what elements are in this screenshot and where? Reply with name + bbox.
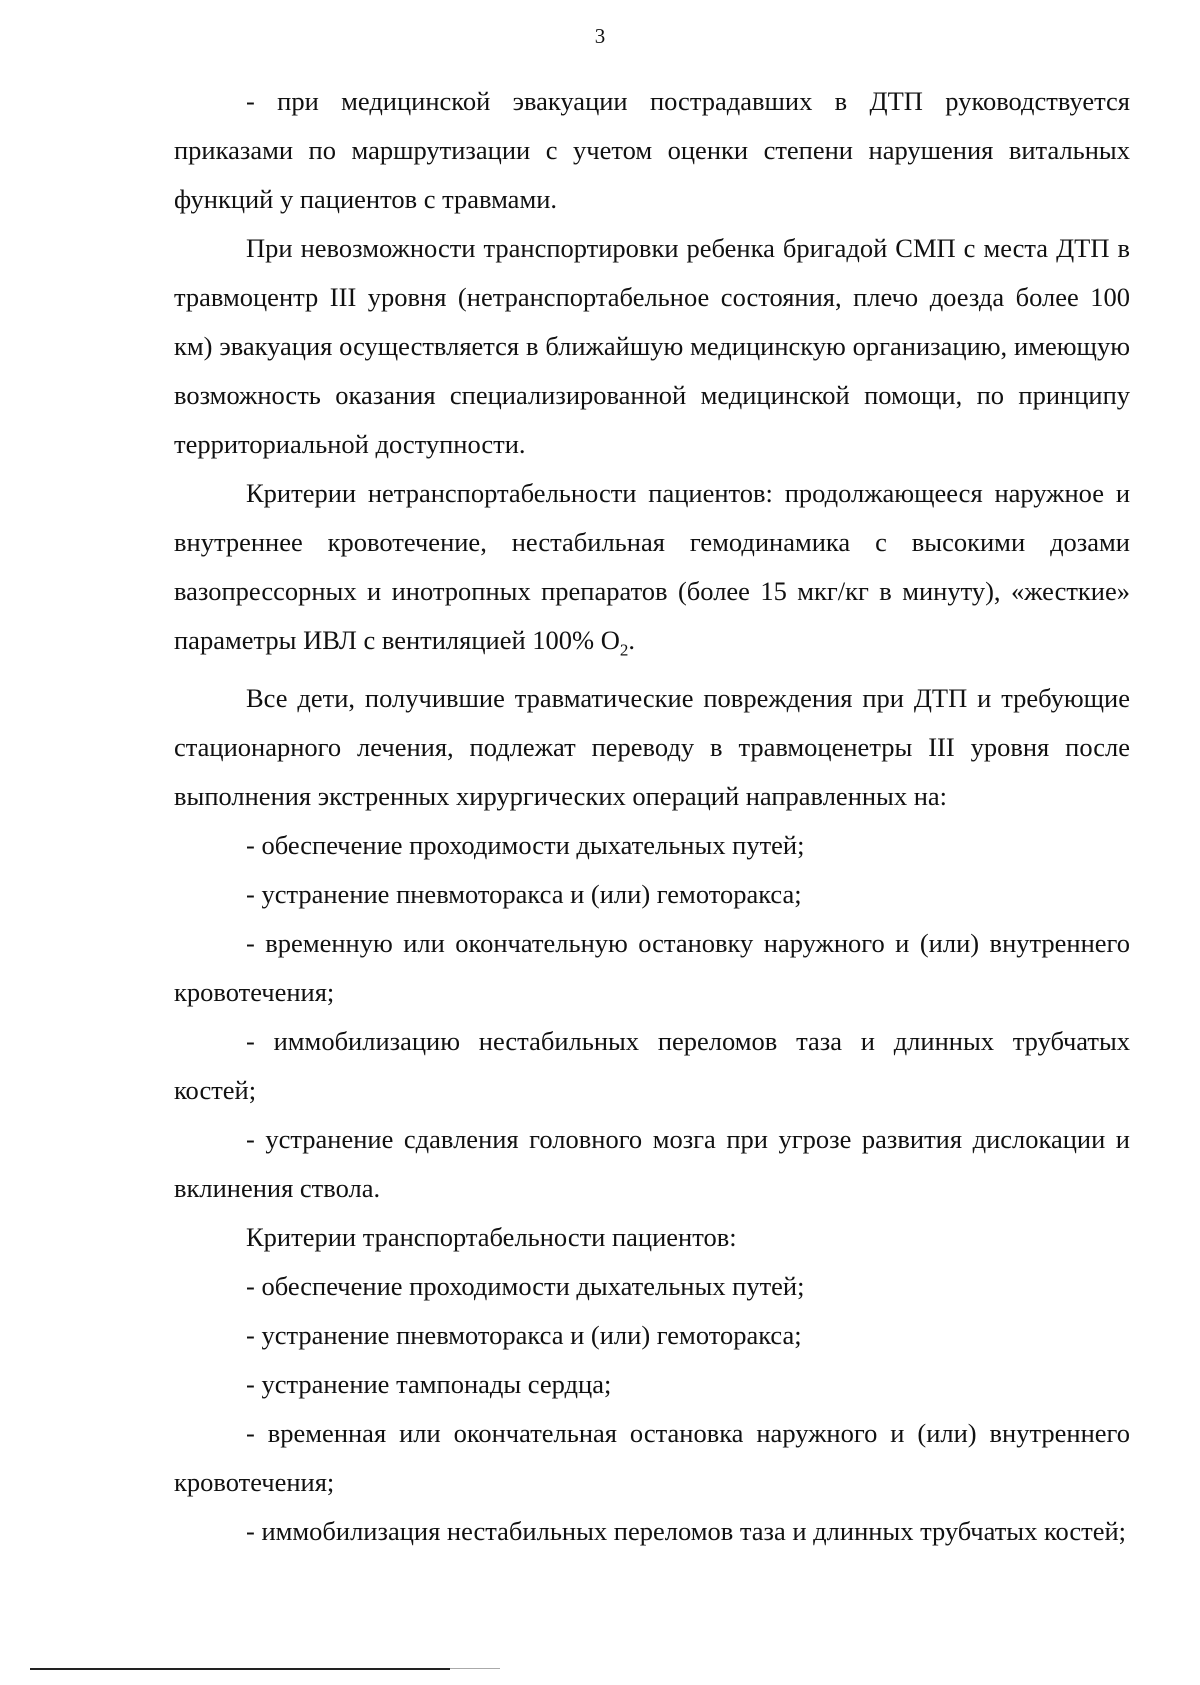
list-item-pneumothorax-2: - устранение пневмоторакса и (или) гемоторакса; (246, 1320, 802, 1351)
footer-rule-faint (450, 1668, 500, 1669)
list-item-airway: - обеспечение проходимости дыхательных путей; (246, 830, 805, 861)
paragraph-transport-impossible: При невозможности транспортировки ребенка бригадой СМП с места ДТП в травмоцентр III уровня (нетранспортабельное состояния, плечо доезда более 100 км) эвакуация осуществляется в ближайшую медицинскую организацию, имеющую возможность оказания специализированной медицинской помощи, по принципу территориальной доступности. (174, 233, 1130, 459)
paragraph-non-transportability-criteria: Критерии нетранспортабельности пациентов: продолжающееся наружное и внутреннее кровотечение, нестабильная гемодинамика с высокими дозами вазопрессорных и инотропных препаратов (более 15 мкг/кг в минуту), «жесткие» параметры ИВЛ с вентиляцией 100% $O_2$. (174, 478, 1130, 660)
paragraph-transfer-to-trauma-centers: Все дети, получившие травматические повреждения при ДТП и требующие стационарного лечения, подлежат переводу в травмоценетры III уровня после выполнения экстренных хирургических операций направленных на: (174, 683, 1130, 812)
paragraph-evacuation-orders: - при медицинской эвакуации пострадавших в ДТП руководствуется приказами по маршрутизации с учетом оценки степени нарушения витальных функций у пациентов с травмами. (174, 86, 1130, 214)
list-item-bleeding-stop: - временную или окончательную остановку наружного и (или) внутреннего кровотечения; (174, 928, 1130, 1008)
list-item-tamponade: - устранение тампонады сердца; (246, 1369, 612, 1400)
page-number: 3 (594, 24, 606, 48)
list-item-brain-compression: - устранение сдавления головного мозга при угрозе развития дислокации и вклинения ствола. (174, 1124, 1130, 1204)
list-item-pneumothorax: - устранение пневмоторакса и (или) гемоторакса; (246, 879, 802, 910)
list-item-immobilization: - иммобилизацию нестабильных переломов таза и длинных трубчатых костей; (174, 1026, 1130, 1106)
document-body (174, 77, 1130, 1556)
list-item-bleeding-stop-2: - временная или окончательная остановка наружного и (или) внутреннего кровотечения; (174, 1418, 1130, 1498)
list-item-immobilization-2: - иммобилизация нестабильных переломов таза и длинных трубчатых костей; (246, 1516, 1127, 1547)
footer-rule (30, 1668, 450, 1670)
list-item-airway-2: - обеспечение проходимости дыхательных путей; (246, 1271, 805, 1302)
paragraph-transportability-criteria: Критерии транспортабельности пациентов: (246, 1222, 737, 1253)
